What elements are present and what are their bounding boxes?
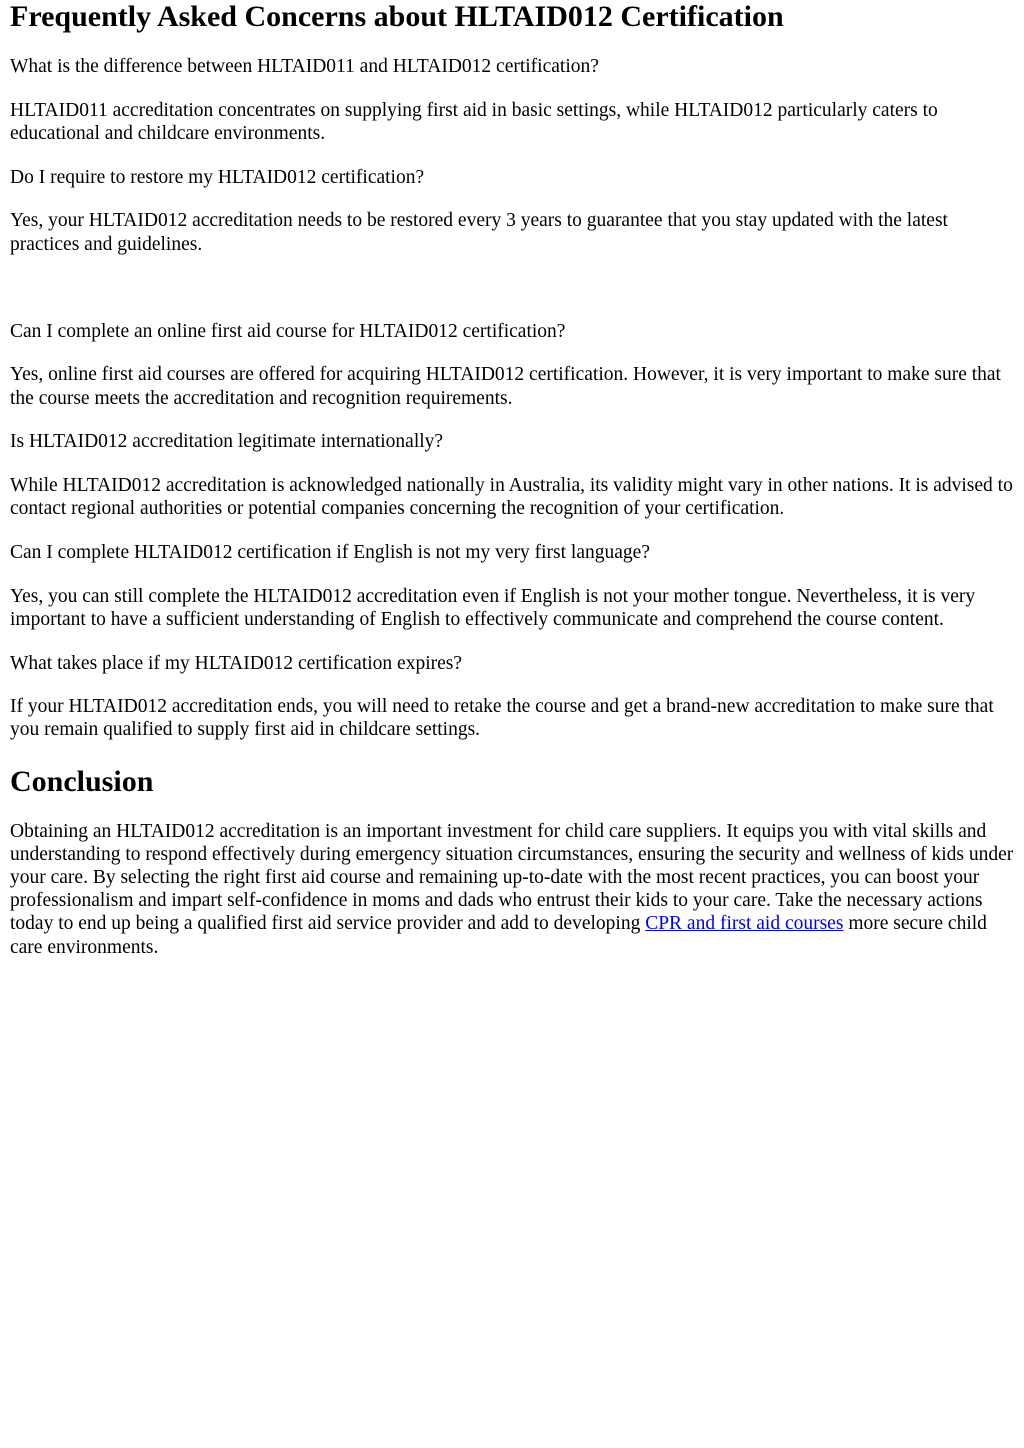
faq-question-3: Can I complete an online first aid course for HLTAID012 certification?: [10, 320, 566, 342]
faq-answer-1: HLTAID011 accreditation concentrates on supplying first aid in basic settings, while HLTAID012 particularly caters to educational and childcare environments.: [10, 99, 938, 144]
faq-question-2: Do I require to restore my HLTAID012 certification?: [10, 166, 425, 188]
faq-question-6: What takes place if my HLTAID012 certification expires?: [10, 652, 463, 674]
conclusion-text-end: more secure child care environments.: [10, 913, 987, 958]
conclusion-text-start: Obtaining an HLTAID012 accreditation is an important investment for child care suppliers. It equips you with vital skills and understanding to respond effectively during emergency situation circumstances, ensuring the security and wellness of kids under your care. By selecting the right first aid course and remaining up-to-date with the most recent practices, you can boost your professionalism and impart self-confidence in moms and dads who entrust their kids to your care. Take the necessary actions today to end up being a qualified first aid service provider and add to developing: [10, 820, 1014, 935]
faq-answer-3: Yes, online first aid courses are offered for acquiring HLTAID012 certification. However, it is very important to make sure that the course meets the accreditation and recognition requirements.: [10, 364, 1001, 409]
blank-paragraph: [10, 276, 1014, 299]
conclusion-heading: Conclusion: [10, 764, 154, 798]
page-title: Frequently Asked Concerns about HLTAID012 Certification: [10, 0, 784, 33]
faq-question-4: Is HLTAID012 accreditation legitimate internationally?: [10, 431, 444, 453]
faq-answer-5: Yes, you can still complete the HLTAID012 accreditation even if English is not your mother tongue. Nevertheless, it is very important to have a sufficient understanding of English to effectively communicate and comprehend the course content.: [10, 585, 976, 630]
faq-answer-2: Yes, your HLTAID012 accreditation needs to be restored every 3 years to guarantee that you stay updated with the latest practices and guidelines.: [10, 210, 948, 255]
faq-question-1: What is the difference between HLTAID011 and HLTAID012 certification?: [10, 56, 599, 77]
faq-answer-4: While HLTAID012 accreditation is acknowledged nationally in Australia, its validity might vary in other nations. It is advised to contact regional authorities or potential companies concerning the recognition of your certification.: [10, 475, 1013, 520]
cpr-first-aid-courses-link[interactable]: CPR and first aid courses: [645, 913, 844, 935]
conclusion-paragraph: [10, 820, 1014, 959]
faq-question-5: Can I complete HLTAID012 certification if English is not my very first language?: [10, 541, 650, 563]
faq-answer-6: If your HLTAID012 accreditation ends, you will need to retake the course and get a brand-new accreditation to make sure that you remain qualified to supply first aid in childcare settings.: [10, 696, 994, 741]
